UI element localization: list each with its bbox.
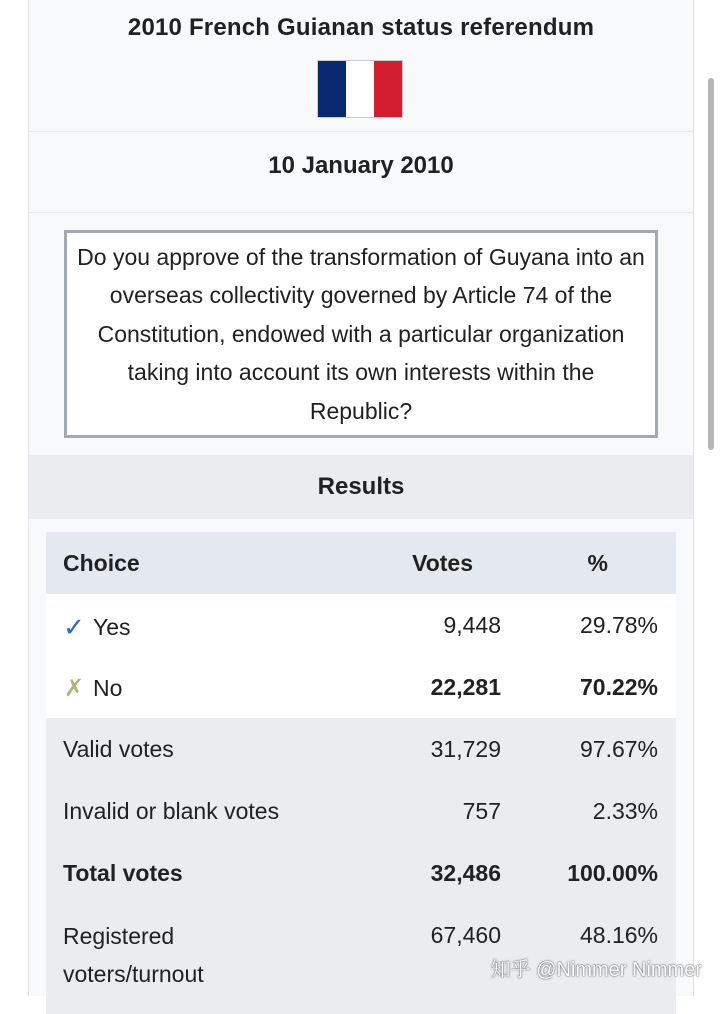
percent-value: 29.78% [579, 612, 658, 638]
percent-value: 100.00% [567, 860, 658, 886]
choice-label: Valid votes [63, 736, 174, 762]
divider [29, 131, 693, 132]
table-row-yes [46, 594, 676, 656]
watermark: 知乎 @Nimmer Nimmer [490, 959, 702, 981]
choice-column-header: Choice [63, 550, 140, 576]
results-table [46, 532, 676, 1014]
table-row-valid-votes [46, 718, 676, 780]
table-row-invalid-votes [46, 780, 676, 842]
percent-column-header: % [587, 550, 608, 576]
check-icon: ✓ [63, 612, 85, 642]
choice-label-line1: Registered [63, 923, 175, 949]
percent-value: 48.16% [579, 922, 658, 948]
votes-value: 32,486 [430, 860, 501, 886]
votes-value: 22,281 [430, 674, 501, 700]
choice-label: Total votes [63, 860, 183, 886]
table-header-row [46, 532, 676, 594]
flag-blue-band [318, 61, 346, 117]
flag-red-band [374, 61, 402, 117]
question-text: Do you approve of the transformation of Guyana into an overseas collectivity governed by Article 74 of the Constitution, endowed with a particular organization taking into account its own interests within the Republic? [77, 243, 645, 424]
referendum-infobox [28, 0, 694, 996]
infobox-title: 2010 French Guianan status referendum [127, 14, 595, 41]
percent-value: 70.22% [579, 674, 658, 700]
choice-label: Invalid or blank votes [63, 798, 280, 824]
scrollbar[interactable] [708, 78, 714, 450]
referendum-date: 10 January 2010 [268, 152, 454, 179]
table-row-no [46, 656, 676, 718]
table-row-total-votes [46, 842, 676, 904]
votes-value: 757 [462, 798, 501, 824]
flag-white-band [346, 61, 374, 117]
votes-value: 31,729 [430, 736, 501, 762]
votes-value: 67,460 [430, 922, 501, 948]
x-icon: ✗ [63, 675, 85, 702]
votes-value: 9,448 [443, 612, 501, 638]
percent-value: 2.33% [592, 798, 658, 824]
percent-value: 97.67% [579, 736, 658, 762]
france-flag-image [317, 60, 403, 118]
choice-label: No [93, 675, 123, 701]
votes-column-header: Votes [412, 550, 473, 576]
referendum-question [64, 230, 658, 438]
choice-label: Yes [93, 614, 131, 640]
divider [29, 212, 693, 213]
results-header-label: Results [317, 473, 405, 500]
results-header [29, 455, 693, 519]
choice-label-line2: voters/turnout [63, 961, 204, 987]
